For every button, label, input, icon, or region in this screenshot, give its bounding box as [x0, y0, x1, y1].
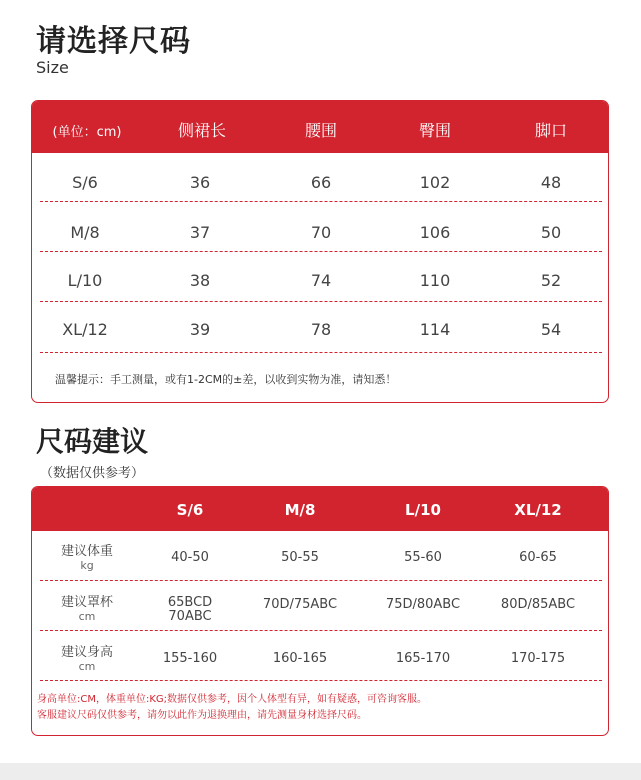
row-label-unit: cm [78, 610, 96, 623]
cell-value: 37 [189, 223, 211, 242]
size-label: L/10 [67, 271, 103, 290]
cell-value: 165-170 [395, 651, 451, 666]
suggest-note-line: 身高单位:CM，体重单位:KG;数据仅供参考，因个人体型有异，如有疑惑，可咨询客服。 [37, 694, 428, 705]
cell-value: 106 [419, 223, 451, 242]
cell-value: 55-60 [404, 550, 442, 565]
cell-value: 65BCD 70ABC [167, 595, 213, 624]
header-side-length: 侧裙长 [177, 121, 227, 140]
cell-value: 50 [540, 223, 562, 242]
measurement-note: 温馨提示：手工测量，或有1-2CM的±差，以收到实物为准，请知悉！ [55, 373, 397, 386]
cell-value: 114 [419, 320, 451, 339]
suggest-note-line: 客服建议尺码仅供参考，请勿以此作为退换理由，请先测量身材选择尺码。 [37, 710, 367, 721]
cell-value: 39 [189, 320, 211, 339]
size-label: M/8 [70, 223, 100, 242]
size-table-header [32, 101, 608, 153]
size-table [31, 100, 609, 403]
header-hip: 臀围 [418, 121, 452, 140]
cell-value: 48 [540, 173, 562, 192]
row-label [61, 545, 113, 573]
size-title: 请选择尺码 [36, 24, 191, 59]
header-size: L/10 [405, 501, 441, 519]
divider [40, 352, 602, 353]
suggest-subtitle: （数据仅供参考） [40, 466, 145, 481]
header-waist: 腰围 [304, 121, 338, 140]
size-subtitle: Size [36, 58, 69, 77]
unit-header: (单位：cm) [52, 125, 122, 140]
divider [40, 201, 602, 202]
cell-value: 50-55 [281, 550, 319, 565]
suggest-table [31, 486, 609, 736]
row-label-text: 建议罩杯 [60, 595, 114, 610]
cell-value: 155-160 [162, 651, 218, 666]
divider [40, 680, 602, 681]
cell-value: 80D/85ABC [500, 597, 576, 612]
header-size: XL/12 [514, 501, 562, 519]
row-label-text: 建议体重 [60, 544, 114, 559]
header-size: S/6 [176, 501, 204, 519]
divider [40, 630, 602, 631]
cell-value: 70 [310, 223, 332, 242]
cell-value: 36 [189, 173, 211, 192]
cell-value: 102 [419, 173, 451, 192]
cell-value: 170-175 [510, 651, 566, 666]
cell-value: 52 [540, 271, 562, 290]
cell-value: 60-65 [519, 550, 557, 565]
size-label: S/6 [72, 173, 98, 192]
cell-value: 74 [310, 271, 332, 290]
cell-value: 54 [540, 320, 562, 339]
suggest-table-header [32, 487, 608, 531]
divider [40, 251, 602, 252]
row-label-unit: cm [78, 660, 96, 673]
cell-value: 110 [419, 271, 451, 290]
suggest-title: 尺码建议 [36, 425, 149, 458]
divider [40, 301, 602, 302]
row-label [61, 596, 113, 624]
divider [40, 580, 602, 581]
cell-value: 160-165 [272, 651, 328, 666]
size-label: XL/12 [62, 320, 108, 339]
header-size: M/8 [284, 501, 316, 519]
row-label [61, 646, 113, 674]
cell-value: 70D/75ABC [262, 597, 338, 612]
cell-value: 75D/80ABC [385, 597, 461, 612]
header-hem: 脚口 [534, 121, 568, 140]
cell-value: 66 [310, 173, 332, 192]
row-label-text: 建议身高 [60, 645, 114, 660]
cell-value: 38 [189, 271, 211, 290]
cell-value: 40-50 [171, 550, 209, 565]
cell-value: 78 [310, 320, 332, 339]
row-label-unit: kg [80, 559, 94, 572]
